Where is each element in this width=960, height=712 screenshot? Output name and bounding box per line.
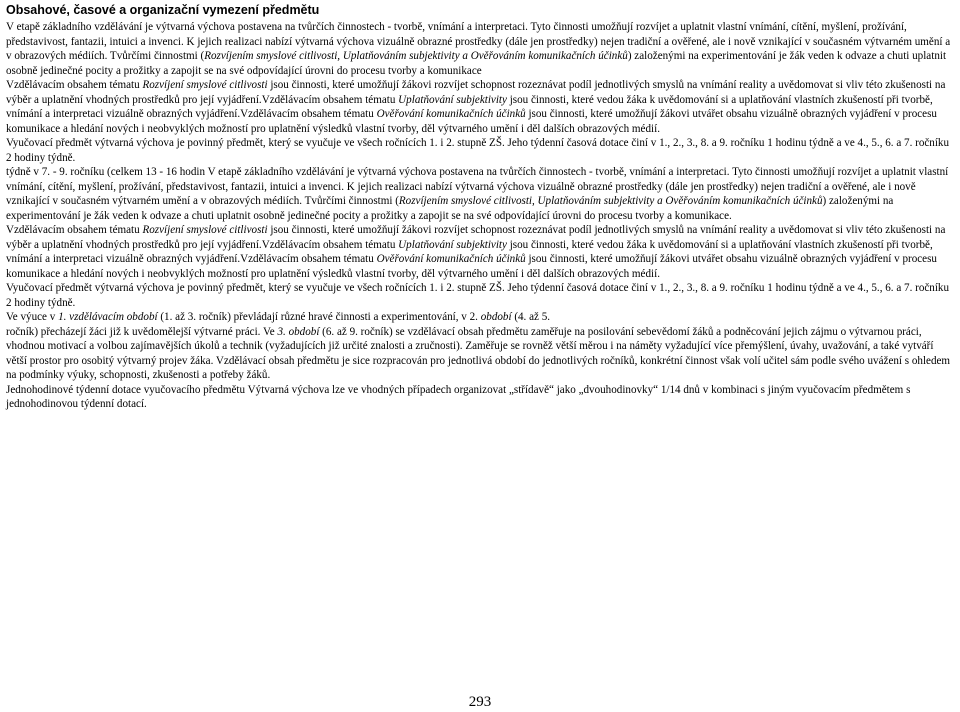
- paragraph: [6, 325, 954, 383]
- page-number: 293: [468, 694, 492, 710]
- text-run: vnímání, cítění, myšlení, prožívání, představivost, fantazii, intuici a invenci. K jejich realizaci nabízí výtvarná výchova vizuálně obrazné prostředky (dále jen prostředky) nejen tradiční a ověřené, ale i nově vznikající v současném výtvarném umění a v obrazových médiích. Tvůrčími činnostmi (: [6, 180, 916, 207]
- text-run: jsou činnosti, které vedou žáka k uvědomování si a uplatňování vlastních zkušeností při tvorbě, vnímání a interpretaci vizuálně obrazných vyjádření.Vzdělávacím obsahem tématu: [6, 93, 933, 120]
- italic-text-run: 1. vzdělávacím období: [58, 311, 158, 323]
- text-run: V etapě základního vzdělávání je výtvarná výchova postavena na tvůrčích činnostech - tvorbě, vnímání a interpretaci. Tyto činnosti umožňují rozvíjet a uplatnit vlastní vnímání, cítění, myšlení, prožívání, představivost, fantazii, intuici a invenci. K jejich realizaci nabízí výtvarná výchova vizuálně obrazné prostředky (dále jen prostředky) nejen tradiční a ověřené, ale i nově vznikající v současném výtvarném umění a v obrazových médiích. Tvůrčími činnostmi (: [6, 21, 951, 62]
- italic-text-run: Uplatňování subjektivity: [398, 238, 507, 251]
- italic-text-run: Rozvíjení smyslové citlivosti: [142, 79, 268, 91]
- paragraph: [6, 223, 954, 281]
- text-run: týdně v 7. - 9. ročníku (celkem 13 - 16 hodin V etapě základního vzdělávání je výtvarná výchova postavena na tvůrčích činnostech - tvorbě, vnímání a interpretaci. Tyto činnosti umožňují rozvíjet a uplatnit vlastní: [6, 166, 949, 178]
- paragraph: [6, 180, 954, 224]
- text-run: jsou činnosti, které umožňují žákovi utvářet obsahu vizuálně obrazných vyjádření v procesu komunikace a hledání nových i neobvyklých možností pro uplatnění výsledků vlastní tvorby, děl výtvarného umění i děl dalších obrazových médií.: [6, 108, 937, 135]
- italic-text-run: Rozvíjením smyslové citlivosti, Uplatňováním subjektivity a Ověřováním komunikačních účinků: [398, 195, 823, 207]
- text-run: jsou činnosti, které vedou žáka k uvědomování si a uplatňování vlastních zkušeností při tvorbě, vnímání a interpretaci vizuálně obrazných vyjádření.Vzdělávacím obsahem tématu: [6, 238, 933, 265]
- text-run: ) založenými na experimentování je žák veden k odvaze a chuti uplatnit osobně jedinečné pocity a prožitky a zapojit se na své odpovídající úrovni do procesu tvorby a komunikace.: [6, 195, 894, 222]
- italic-text-run: Rozvíjení smyslové citlivosti: [142, 224, 268, 236]
- text-run: Jednohodinové týdenní dotace vyučovacího předmětu Výtvarná výchova lze ve vhodných případech organizovat „střídavě“ jako „dvouhodinovky“ 1/14 dnů v kombinaci s jiným vyučovacím předmětem s jednohodinovou týdenní dotací.: [6, 383, 911, 410]
- text-run: Vyučovací předmět výtvarná výchova je povinný předmět, který se vyučuje ve všech ročnících 1. i 2. stupně ZŠ. Jeho týdenní časová dotace činí v 1., 2., 3., 8. a 9. ročníku 1 hodinu týdně a ve 4., 5., 6. a 7. ročníku 2 hodiny týdně.: [6, 282, 950, 309]
- text-run: (1. až 3. ročník) převládají různé hravé činnosti a experimentování, v 2.: [157, 311, 481, 323]
- paragraph: [6, 20, 954, 78]
- italic-text-run: Ověřování komunikačních účinků: [376, 108, 526, 120]
- text-run: Vzdělávacím obsahem tématu: [6, 224, 143, 236]
- italic-text-run: Uplatňování subjektivity: [398, 93, 507, 106]
- text-run: jsou činnosti, které umožňují žákovi rozvíjet schopnost rozeznávat podíl jednotlivých smyslů na vnímání reality a uvědomovat si vliv této zkušenosti na výběr a uplatnění vhodných prostředků pro její vyjádření.Vzdělávacím obsahem tématu: [6, 224, 946, 251]
- italic-text-run: 3. období: [277, 325, 320, 338]
- text-run: jsou činnosti, které umožňují žákovi rozvíjet schopnost rozeznávat podíl jednotlivých smyslů na vnímání reality a uvědomovat si vliv této zkušenosti na výběr a uplatnění vhodných prostředků pro její vyjádření.Vzdělávacím obsahem tématu: [6, 79, 946, 106]
- section-heading: Obsahové, časové a organizační vymezení předmětu: [6, 3, 320, 17]
- body-text: [6, 20, 954, 412]
- text-run: ) založenými na experimentování je žák veden k odvaze a chuti uplatnit osobně jedinečné pocity a prožitky a zapojit se na své odpovídající úrovni do procesu tvorby a komunikace: [6, 50, 947, 77]
- text-run: ročník) přecházejí žáci již k uvědomělejší výtvarné práci. Ve: [6, 325, 278, 338]
- text-run: Vyučovací předmět výtvarná výchova je povinný předmět, který se vyučuje ve všech ročnících 1. i 2. stupně ZŠ. Jeho týdenní časová dotace činí v 1., 2., 3., 8. a 9. ročníku 1 hodinu týdně a ve 4., 5., 6. a 7. ročníku 2 hodiny týdně.: [6, 137, 950, 164]
- paragraph: [6, 383, 954, 412]
- text-run: (6. až 9. ročník) se vzdělávací obsah předmětu zaměřuje na posilování sebevědomí žáků a podněcování jejich zájmu o výtvarnou práci, vhodnou motivací a volbou zajímavějších úkolů a technik (vyžadujících již určité znalosti a zručnosti). Zaměřuje se rovněž větší měrou i na náměty vyžadující více přemýšlení, úvahy, uvažování, a také vytváří větší prostor pro osobitý výtvarný projev žáka. Vzdělávací obsah předmětu je sice rozpracován pro jednotlivá období do jednotlivých ročníků, konkrétní činnost však volí učitel sám podle svého uvážení s ohledem na podmínky výuky, schopnosti, zkušenosti a potřeby žáků.: [6, 325, 951, 381]
- italic-text-run: Rozvíjením smyslové citlivosti, Uplatňováním subjektivity a Ověřováním komunikačních účinků: [204, 50, 628, 62]
- paragraph: [6, 136, 954, 165]
- italic-text-run: období: [480, 311, 512, 323]
- text-run: Vzdělávacím obsahem tématu: [6, 79, 143, 91]
- paragraph: [6, 281, 954, 310]
- text-run: jsou činnosti, které umožňují žákovi utvářet obsahu vizuálně obrazných vyjádření v procesu komunikace a hledání nových i neobvyklých možností pro uplatnění výsledků vlastní tvorby, děl výtvarného umění i děl dalších obrazových médií.: [6, 253, 937, 280]
- text-run: (4. až 5.: [511, 311, 551, 323]
- text-run: Ve výuce v: [6, 311, 59, 323]
- italic-text-run: Ověřování komunikačních účinků: [376, 253, 526, 265]
- paragraph: [6, 310, 954, 325]
- paragraph: [6, 78, 954, 136]
- paragraph: [6, 165, 954, 180]
